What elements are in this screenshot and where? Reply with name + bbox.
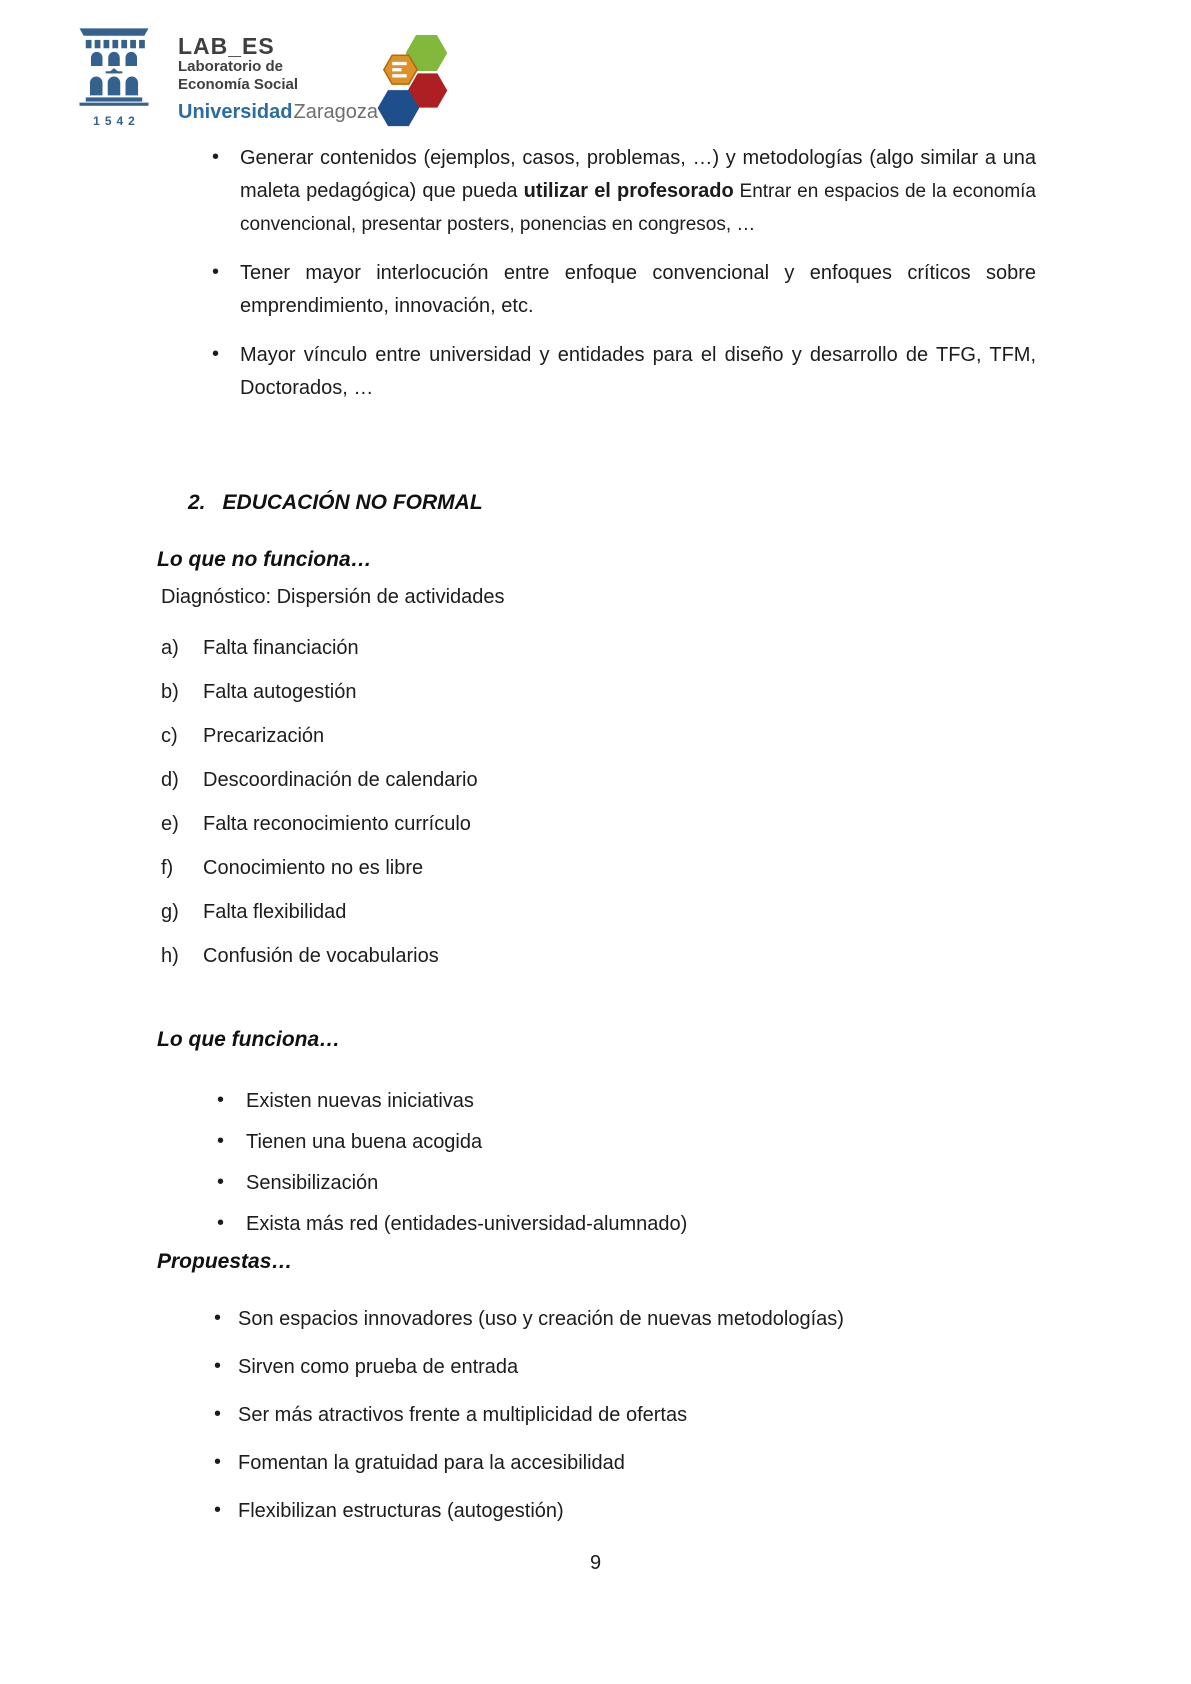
bullet-icon: • xyxy=(212,146,220,168)
list-item xyxy=(160,339,1036,405)
bullet-icon: • xyxy=(217,1130,225,1152)
list-item xyxy=(161,808,1037,841)
item-label: b) xyxy=(161,681,179,703)
item-text: Conocimiento no es libre xyxy=(203,857,424,879)
propuestas-bullet-list xyxy=(160,1303,1036,1543)
item-text: Sirven como prueba de entrada xyxy=(238,1356,519,1378)
section-heading xyxy=(188,491,483,515)
list-item xyxy=(160,1167,1036,1200)
intro-item1-text: Generar contenidos (ejemplos, casos, problemas, …) y metodologías (algo similar a una maleta pedagógica) que pueda xyxy=(240,147,1036,202)
list-item xyxy=(161,720,1037,753)
bullet-icon: • xyxy=(212,261,220,283)
item-text: Falta autogestión xyxy=(203,681,357,703)
bullet-icon: • xyxy=(217,1212,225,1234)
lettered-list xyxy=(161,632,1037,984)
bullet-icon: • xyxy=(214,1499,222,1521)
bullet-icon: • xyxy=(217,1171,225,1193)
subheading-propuestas: Propuestas… xyxy=(157,1250,293,1273)
item-text: Tienen una buena acogida xyxy=(246,1131,483,1153)
item-text: Falta financiación xyxy=(203,637,359,659)
list-item xyxy=(160,142,1036,241)
brand-subtitle-2: Economía Social xyxy=(178,76,299,93)
list-item xyxy=(161,764,1037,797)
item-text: Ser más atractivos frente a multiplicidad de ofertas xyxy=(238,1404,688,1426)
subheading-no-funciona: Lo que no funciona… xyxy=(157,548,372,571)
list-item xyxy=(160,1495,1036,1528)
item-text: Precarización xyxy=(203,725,325,747)
funciona-bullet-list xyxy=(160,1085,1036,1249)
bullet-icon: • xyxy=(214,1451,222,1473)
brand-title: LAB_ES xyxy=(178,33,275,59)
item-label: d) xyxy=(161,769,179,791)
item-text: Fomentan la gratuidad para la accesibilidad xyxy=(238,1452,625,1474)
intro-bullet-list xyxy=(160,142,1036,421)
university-wordmark xyxy=(178,101,378,124)
intro-item1-tail: Entrar en espacios de la economía convencional, presentar posters, ponencias en congresos, … xyxy=(240,181,1036,235)
section-number: 2. xyxy=(188,491,206,514)
city-word: Zaragoza xyxy=(293,101,378,123)
list-item xyxy=(160,1351,1036,1384)
list-item xyxy=(161,632,1037,665)
list-item xyxy=(160,1085,1036,1118)
item-label: c) xyxy=(161,725,178,747)
list-item xyxy=(161,852,1037,885)
item-label: a) xyxy=(161,637,179,659)
bullet-icon: • xyxy=(214,1355,222,1377)
item-text: Descoordinación de calendario xyxy=(203,769,478,791)
bullet-icon: • xyxy=(214,1307,222,1329)
item-text: Exista más red (entidades-universidad-alumnado) xyxy=(246,1213,688,1235)
labes-logo-header xyxy=(66,24,454,130)
item-text: Falta reconocimiento currículo xyxy=(203,813,471,835)
item-text: Sensibilización xyxy=(246,1172,379,1194)
list-item xyxy=(161,940,1037,973)
crest-year: 1542 xyxy=(93,114,140,128)
subheading-funciona: Lo que funciona… xyxy=(157,1028,341,1051)
list-item xyxy=(160,1399,1036,1432)
intro-item3-text: Mayor vínculo entre universidad y entidades para el diseño y desarrollo de TFG, TFM, Doctorados, … xyxy=(240,344,1036,399)
university-word: Universidad xyxy=(178,101,293,123)
item-text: Son espacios innovadores (uso y creación de nuevas metodologías) xyxy=(238,1308,844,1330)
page-number: 9 xyxy=(589,1552,602,1574)
university-crest-logo xyxy=(66,24,162,128)
bullet-icon: • xyxy=(212,343,220,365)
item-text: Flexibilizan estructuras (autogestión) xyxy=(238,1500,564,1522)
item-label: g) xyxy=(161,901,179,923)
item-label: h) xyxy=(161,945,179,967)
section-title: EDUCACIÓN NO FORMAL xyxy=(222,491,483,514)
list-item xyxy=(160,257,1036,323)
list-item xyxy=(160,1126,1036,1159)
bullet-icon: • xyxy=(217,1089,225,1111)
item-label: e) xyxy=(161,813,179,835)
intro-item1-bold: utilizar el profesorado xyxy=(523,180,734,202)
brand-subtitle-1: Laboratorio de xyxy=(178,58,284,75)
labes-hexagons-icon xyxy=(374,26,454,130)
list-item xyxy=(161,896,1037,929)
list-item xyxy=(160,1447,1036,1480)
diagnostico-line: Diagnóstico: Dispersión de actividades xyxy=(161,586,505,608)
list-item xyxy=(161,676,1037,709)
intro-item2-text: Tener mayor interlocución entre enfoque convencional y enfoques críticos sobre emprendimiento, innovación, etc. xyxy=(240,262,1036,317)
university-crest-icon xyxy=(68,24,160,106)
item-text: Existen nuevas iniciativas xyxy=(246,1090,474,1112)
item-text: Falta flexibilidad xyxy=(203,901,347,923)
brand-text xyxy=(178,24,378,124)
list-item xyxy=(160,1303,1036,1336)
bullet-icon: • xyxy=(214,1403,222,1425)
list-item xyxy=(160,1208,1036,1241)
item-label: f) xyxy=(161,857,174,879)
item-text: Confusión de vocabularios xyxy=(203,945,439,967)
